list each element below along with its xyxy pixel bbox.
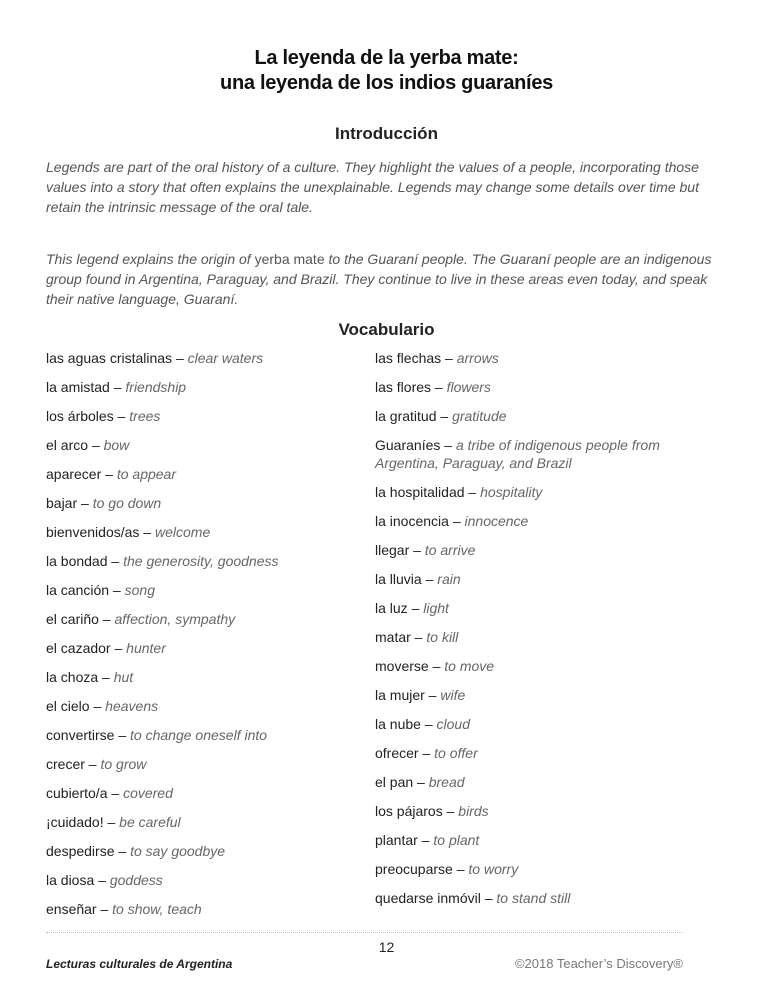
vocab-definition: to plant xyxy=(433,832,480,848)
vocab-separator: – xyxy=(109,582,125,598)
vocab-term: quedarse inmóvil xyxy=(375,890,481,906)
vocab-separator: – xyxy=(89,698,106,714)
vocab-separator: – xyxy=(464,484,481,500)
vocab-definition: the generosity, goodness xyxy=(123,553,279,569)
page-title xyxy=(0,46,773,96)
vocab-term: despedirse xyxy=(46,843,115,859)
vocab-definition: innocence xyxy=(464,513,529,529)
vocab-definition: welcome xyxy=(154,524,211,540)
vocab-separator: – xyxy=(418,745,435,761)
vocab-term: la mujer xyxy=(375,687,425,703)
vocab-definition: to offer xyxy=(434,745,478,761)
vocab-separator: – xyxy=(421,571,438,587)
vocab-term: la luz xyxy=(375,600,408,616)
vocab-item xyxy=(46,407,366,436)
vocab-term: ¡cuidado! xyxy=(46,814,104,830)
intro-p2-term: yerba mate xyxy=(254,251,325,267)
vocab-item xyxy=(375,599,715,628)
vocab-definition: to go down xyxy=(92,495,162,511)
vocab-separator: – xyxy=(77,495,93,511)
vocab-separator: – xyxy=(98,669,114,685)
vocab-term: moverse xyxy=(375,658,429,674)
vocab-item xyxy=(46,697,366,726)
vocab-separator: – xyxy=(413,774,429,790)
vocab-item xyxy=(46,465,366,494)
vocab-definition: light xyxy=(423,600,449,616)
vocab-definition: goddess xyxy=(109,872,163,888)
vocab-item xyxy=(46,494,366,523)
vocab-term: aparecer xyxy=(46,466,102,482)
vocab-separator: – xyxy=(114,727,131,743)
intro-p2-after: to the Guaraní people. The Guaraní people are an indigenous group found in Argentina, Paraguay, and Brazil. They continue to live in these areas even today, and speak their native language, Guaraní. xyxy=(46,251,712,307)
vocab-item xyxy=(375,483,715,512)
vocab-separator: – xyxy=(109,379,126,395)
vocab-term: las flechas xyxy=(375,350,442,366)
vocab-definition: a tribe of indigenous people from Argentina, Paraguay, and Brazil xyxy=(375,437,660,471)
vocab-separator: – xyxy=(103,814,120,830)
vocab-separator: – xyxy=(440,437,456,453)
vocab-term: las flores xyxy=(375,379,432,395)
vocab-term: bienvenidos/as xyxy=(46,524,140,540)
vocab-item xyxy=(46,842,366,871)
vocab-separator: – xyxy=(452,861,469,877)
vocab-separator: – xyxy=(94,872,110,888)
intro-p2-before: This legend explains the origin of xyxy=(46,251,255,267)
vocab-term: la inocencia xyxy=(375,513,449,529)
vocab-term: la bondad xyxy=(46,553,108,569)
vocab-separator: – xyxy=(410,629,427,645)
vocab-item xyxy=(46,900,366,929)
vocab-definition: to worry xyxy=(468,861,519,877)
vocab-term: el cielo xyxy=(46,698,90,714)
vocab-separator: – xyxy=(172,350,188,366)
vocab-term: plantar xyxy=(375,832,418,848)
vocab-item xyxy=(375,802,715,831)
vocab-definition: to move xyxy=(444,658,495,674)
intro-paragraph-1: Legends are part of the oral history of a culture. They highlight the values of a people, incorporating those values into a story that often explains the unexplainable. Legends may change some details over time but retain the intrinsic message of the oral tale. xyxy=(46,159,699,215)
vocab-term: los árboles xyxy=(46,408,114,424)
vocab-separator: – xyxy=(407,600,424,616)
vocab-item xyxy=(46,349,366,378)
vocab-separator: – xyxy=(98,611,115,627)
vocab-definition: hut xyxy=(113,669,134,685)
vocab-item xyxy=(375,541,715,570)
vocab-separator: – xyxy=(113,408,130,424)
vocab-term: crecer xyxy=(46,756,85,772)
vocab-separator: – xyxy=(101,466,117,482)
vocab-item xyxy=(46,378,366,407)
vocab-item xyxy=(375,889,715,918)
vocab-separator: – xyxy=(107,785,124,801)
vocab-item xyxy=(46,523,366,552)
vocab-item xyxy=(375,570,715,599)
vocab-definition: clear waters xyxy=(187,350,264,366)
vocab-item xyxy=(375,744,715,773)
vocab-definition: covered xyxy=(123,785,173,801)
vocab-item xyxy=(46,436,366,465)
footer-divider xyxy=(46,932,682,933)
vocab-separator: – xyxy=(436,408,453,424)
vocab-definition: bow xyxy=(103,437,130,453)
vocab-item xyxy=(375,512,715,541)
vocab-term: preocuparse xyxy=(375,861,453,877)
vocab-definition: arrows xyxy=(456,350,499,366)
vocab-item xyxy=(375,831,715,860)
vocab-term: enseñar xyxy=(46,901,97,917)
vocab-term: la diosa xyxy=(46,872,95,888)
vocab-definition: cloud xyxy=(436,716,470,732)
vocab-item xyxy=(375,378,715,407)
vocab-term: Guaraníes xyxy=(375,437,441,453)
vocab-term: matar xyxy=(375,629,411,645)
vocab-separator: – xyxy=(88,437,104,453)
vocab-separator: – xyxy=(114,843,131,859)
vocab-item xyxy=(375,407,715,436)
vocab-separator: – xyxy=(431,379,447,395)
vocab-definition: heavens xyxy=(105,698,159,714)
vocab-item xyxy=(46,552,366,581)
vocab-definition: be careful xyxy=(119,814,181,830)
vocab-separator: – xyxy=(110,640,127,656)
vocab-definition: song xyxy=(124,582,155,598)
vocab-item xyxy=(46,639,366,668)
vocab-term: la hospitalidad xyxy=(375,484,465,500)
vocab-definition: affection, sympathy xyxy=(114,611,236,627)
vocab-definition: hospitality xyxy=(480,484,543,500)
vocab-term: los pájaros xyxy=(375,803,443,819)
title-line-1: La leyenda de la yerba mate: xyxy=(254,47,519,69)
vocab-item xyxy=(46,668,366,697)
vocab-term: las aguas cristalinas xyxy=(46,350,173,366)
vocab-term: la gratitud xyxy=(375,408,437,424)
vocab-separator: – xyxy=(417,832,434,848)
vocab-term: el cariño xyxy=(46,611,99,627)
intro-heading: Introducción xyxy=(335,124,438,143)
vocab-item xyxy=(375,436,715,483)
vocab-separator: – xyxy=(107,553,124,569)
vocab-term: la canción xyxy=(46,582,110,598)
vocab-definition: trees xyxy=(129,408,161,424)
vocab-item xyxy=(46,755,366,784)
vocab-item xyxy=(375,349,715,378)
vocab-item xyxy=(46,813,366,842)
vocab-definition: flowers xyxy=(446,379,491,395)
vocab-item xyxy=(375,715,715,744)
vocab-definition: to stand still xyxy=(496,890,571,906)
vocab-definition: bread xyxy=(428,774,465,790)
vocab-separator: – xyxy=(420,716,437,732)
vocab-item xyxy=(46,610,366,639)
vocab-item xyxy=(46,871,366,900)
vocab-item xyxy=(46,784,366,813)
intro-paragraph-2 xyxy=(46,249,736,309)
book-title: Lecturas culturales de Argentina xyxy=(46,957,233,971)
vocab-term: el arco xyxy=(46,437,89,453)
vocab-definition: gratitude xyxy=(452,408,507,424)
vocab-separator: – xyxy=(441,350,457,366)
vocab-definition: rain xyxy=(437,571,461,587)
vocab-item xyxy=(46,581,366,610)
vocab-definition: to kill xyxy=(426,629,459,645)
vocab-item xyxy=(375,860,715,889)
vocab-term: cubierto/a xyxy=(46,785,108,801)
vocab-separator: – xyxy=(409,542,425,558)
vocab-term: la lluvia xyxy=(375,571,422,587)
vocab-separator: – xyxy=(96,901,113,917)
vocab-term: el pan xyxy=(375,774,414,790)
vocab-definition: to appear xyxy=(116,466,177,482)
vocab-item xyxy=(375,628,715,657)
vocab-item xyxy=(46,726,366,755)
vocab-term: el cazador xyxy=(46,640,111,656)
vocab-definition: friendship xyxy=(125,379,187,395)
vocab-column-right xyxy=(375,349,715,918)
vocab-definition: to arrive xyxy=(424,542,476,558)
vocab-heading: Vocabulario xyxy=(338,320,435,339)
vocab-separator: – xyxy=(428,658,445,674)
vocab-separator: – xyxy=(480,890,497,906)
vocab-definition: to show, teach xyxy=(112,901,202,917)
vocab-item xyxy=(375,773,715,802)
vocab-separator: – xyxy=(424,687,441,703)
vocab-definition: to change oneself into xyxy=(130,727,268,743)
vocab-definition: hunter xyxy=(126,640,166,656)
vocab-term: llegar xyxy=(375,542,410,558)
vocab-definition: to grow xyxy=(100,756,147,772)
title-line-2: una leyenda de los indios guaraníes xyxy=(220,72,553,94)
vocab-term: bajar xyxy=(46,495,78,511)
page-number: 12 xyxy=(378,939,395,955)
vocab-term: la amistad xyxy=(46,379,110,395)
vocab-term: la nube xyxy=(375,716,421,732)
vocab-term: ofrecer xyxy=(375,745,419,761)
copyright: ©2018 Teacher’s Discovery® xyxy=(514,956,683,971)
vocab-column-left xyxy=(46,349,366,929)
vocab-separator: – xyxy=(84,756,101,772)
vocab-separator: – xyxy=(139,524,155,540)
vocab-term: convertirse xyxy=(46,727,115,743)
vocab-definition: wife xyxy=(440,687,466,703)
vocab-definition: to say goodbye xyxy=(130,843,226,859)
vocab-separator: – xyxy=(448,513,465,529)
vocab-item xyxy=(375,686,715,715)
vocab-definition: birds xyxy=(458,803,489,819)
vocab-item xyxy=(375,657,715,686)
vocab-separator: – xyxy=(442,803,459,819)
vocab-term: la choza xyxy=(46,669,99,685)
